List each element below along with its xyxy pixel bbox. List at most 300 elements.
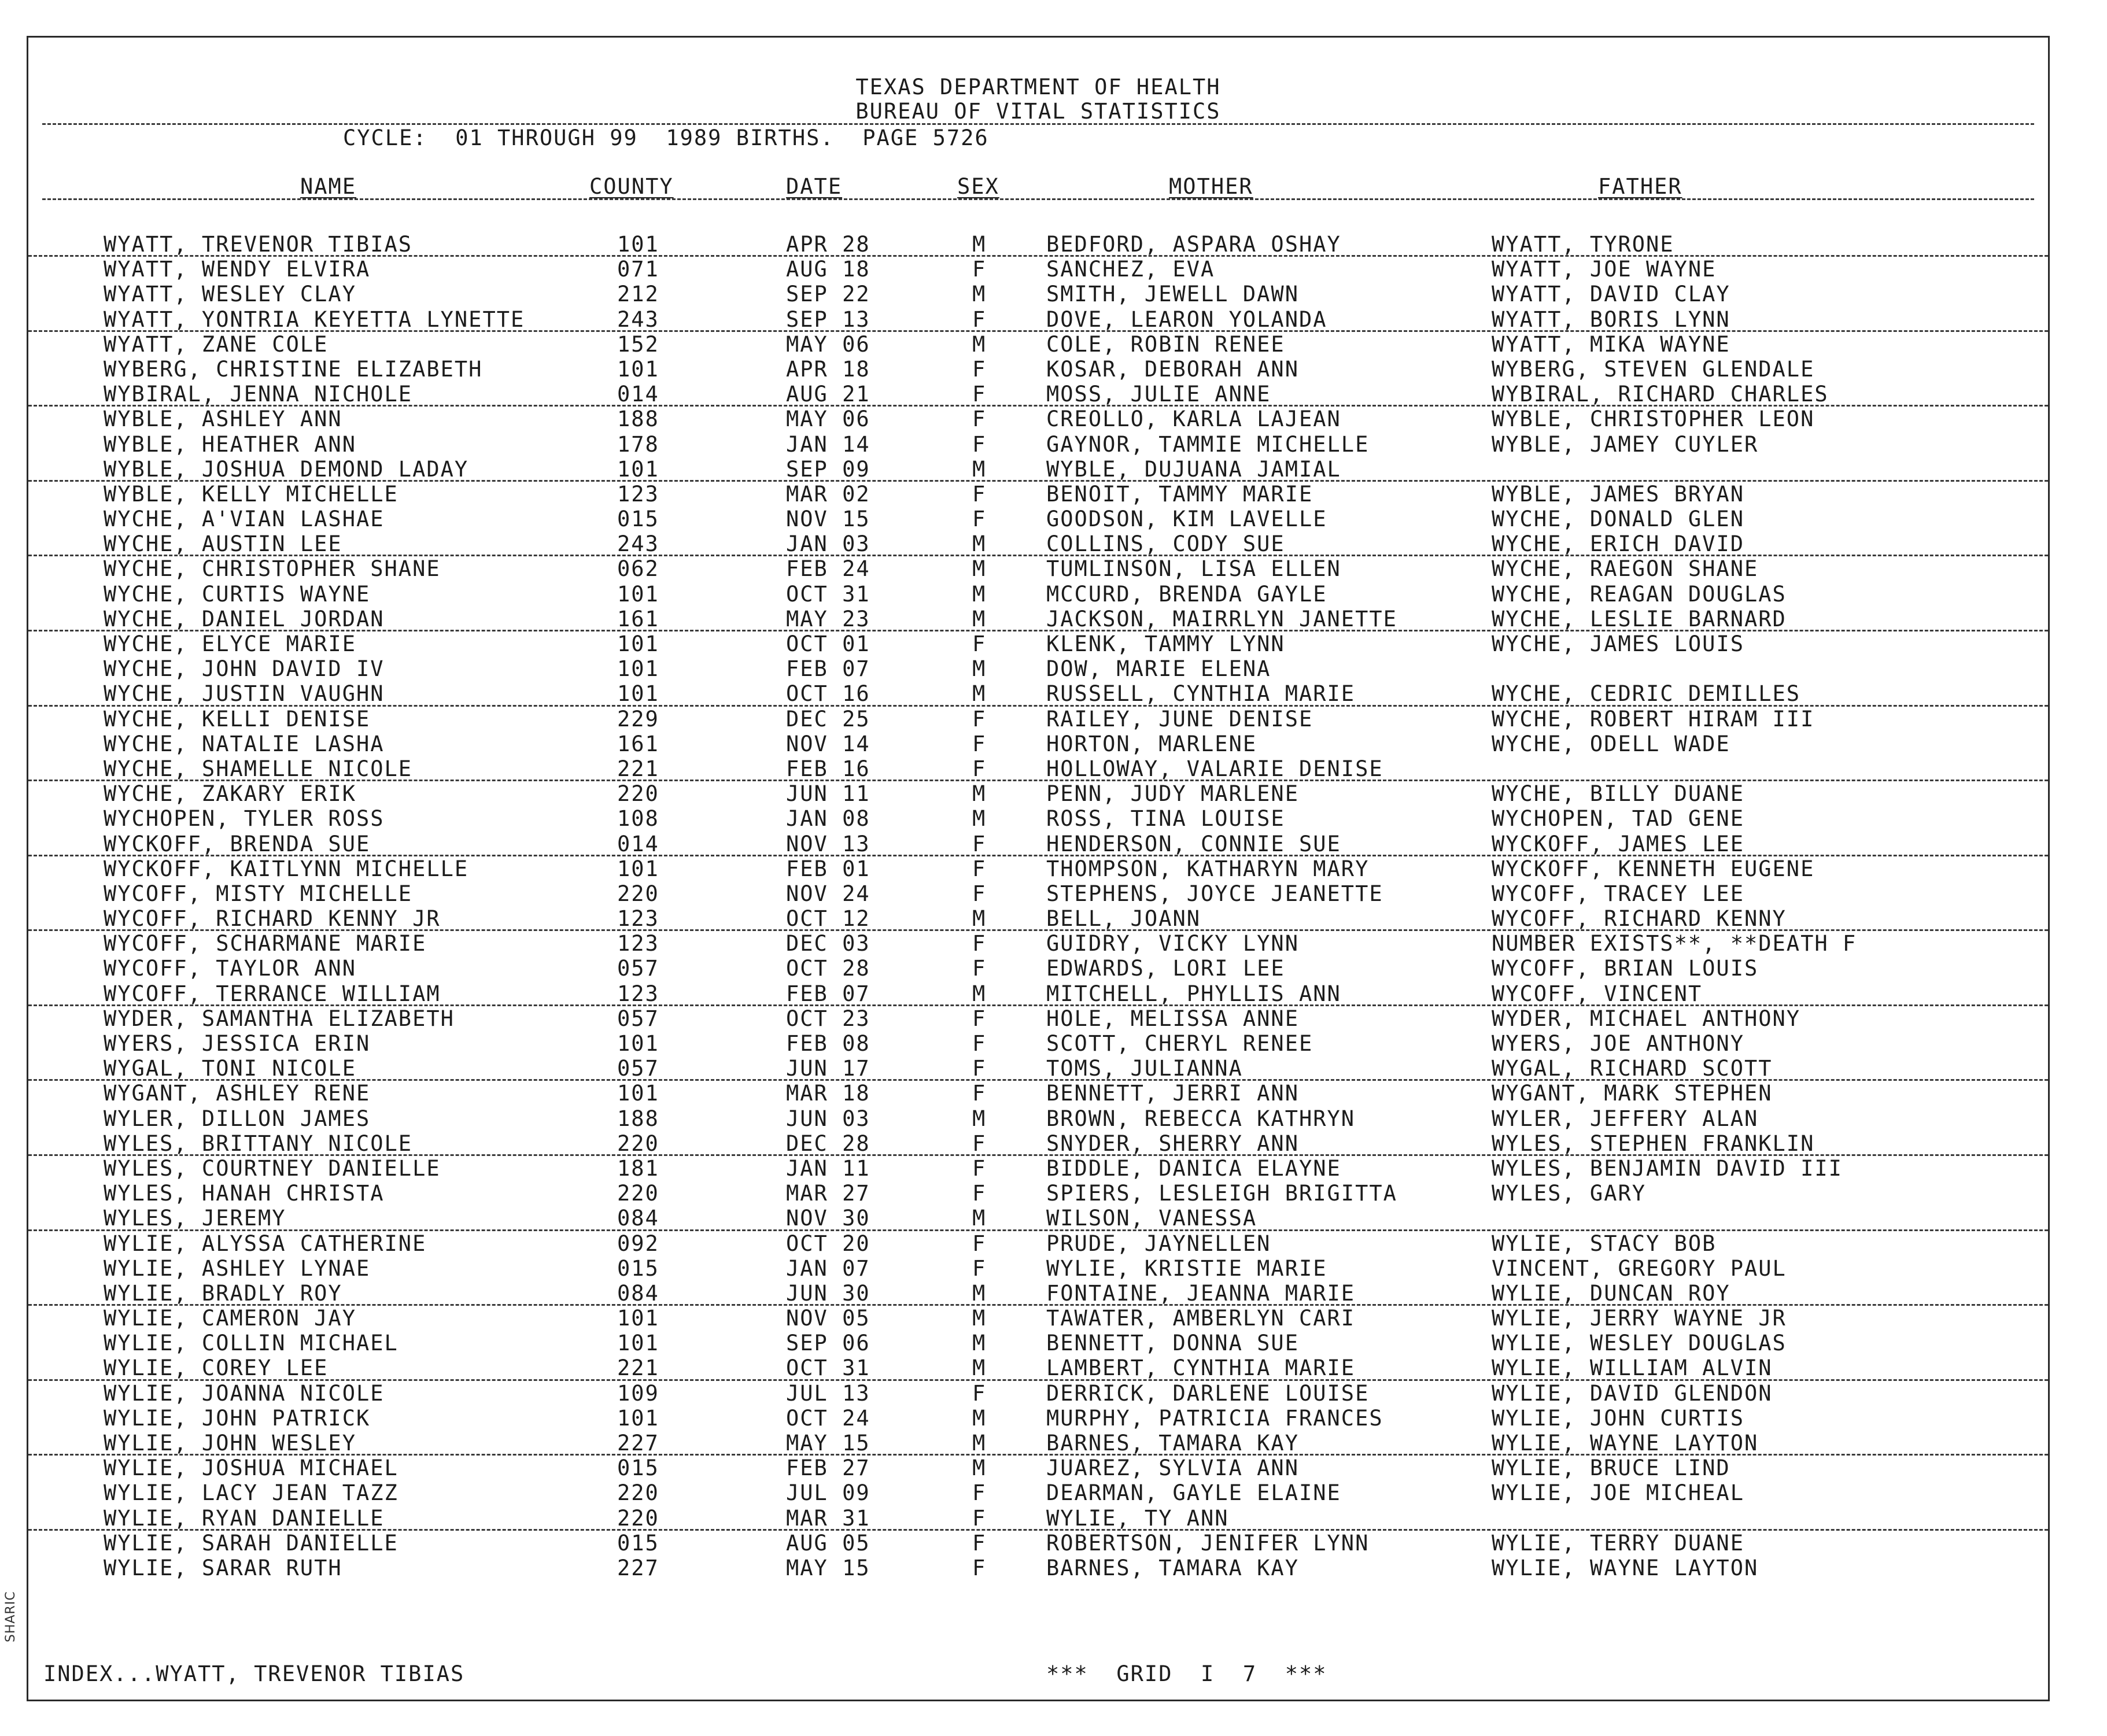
table-row bbox=[28, 631, 2048, 656]
table-row bbox=[28, 582, 2048, 607]
cell-county: 123 bbox=[617, 931, 659, 956]
cell-mother: BENNETT, DONNA SUE bbox=[1046, 1331, 1299, 1356]
cell-sex: F bbox=[972, 1380, 987, 1406]
cell-name: WYBIRAL, JENNA NICHOLE bbox=[104, 382, 413, 407]
cell-name: WYLIE, COLLIN MICHAEL bbox=[104, 1331, 398, 1356]
cell-father: WYATT, DAVID CLAY bbox=[1492, 282, 1730, 307]
cell-father: VINCENT, GREGORY PAUL bbox=[1492, 1255, 1787, 1281]
cell-father: WYLIE, DUNCAN ROY bbox=[1492, 1280, 1730, 1306]
cell-date: JAN 08 bbox=[786, 806, 870, 832]
table-row bbox=[28, 382, 2048, 407]
cell-name: WYCHE, SHAMELLE NICOLE bbox=[104, 756, 413, 781]
cell-father: WYLES, GARY bbox=[1492, 1181, 1647, 1206]
cell-sex: M bbox=[972, 781, 987, 807]
cell-father: WYBLE, JAMES BRYAN bbox=[1492, 481, 1744, 507]
cell-date: NOV 05 bbox=[786, 1306, 870, 1331]
cell-county: 014 bbox=[617, 831, 659, 856]
cell-sex: F bbox=[972, 356, 987, 382]
cell-date: JUN 11 bbox=[786, 781, 870, 807]
cell-date: SEP 09 bbox=[786, 456, 870, 482]
table-row bbox=[28, 681, 2048, 706]
cell-father: WYBLE, JAMEY CUYLER bbox=[1492, 431, 1759, 457]
table-row bbox=[28, 1056, 2048, 1081]
cell-date: MAY 06 bbox=[786, 407, 870, 432]
cell-mother: DERRICK, DARLENE LOUISE bbox=[1046, 1380, 1370, 1406]
cell-name: WYLIE, JOHN PATRICK bbox=[104, 1405, 371, 1431]
cell-mother: MCCURD, BRENDA GAYLE bbox=[1046, 581, 1327, 607]
cell-county: 101 bbox=[617, 681, 659, 707]
cell-father: WYLIE, WAYNE LAYTON bbox=[1492, 1555, 1759, 1580]
cell-county: 101 bbox=[617, 1405, 659, 1431]
column-header-mother: MOTHER bbox=[1169, 174, 1253, 199]
cell-name: WYCOFF, TERRANCE WILLIAM bbox=[104, 981, 441, 1006]
cell-mother: BROWN, REBECCA KATHRYN bbox=[1046, 1106, 1356, 1131]
cell-father: WYLIE, TERRY DUANE bbox=[1492, 1530, 1744, 1556]
table-row bbox=[28, 1431, 2048, 1456]
cell-sex: M bbox=[972, 581, 987, 607]
cell-sex: F bbox=[972, 1181, 987, 1206]
cycle-line: CYCLE: 01 THROUGH 99 1989 BIRTHS. PAGE 5726 bbox=[343, 125, 989, 150]
table-row bbox=[28, 881, 2048, 906]
cell-county: 188 bbox=[617, 1106, 659, 1131]
cell-sex: F bbox=[972, 1480, 987, 1506]
cell-mother: MITCHELL, PHYLLIS ANN bbox=[1046, 981, 1341, 1006]
cell-mother: CREOLLO, KARLA LAJEAN bbox=[1046, 407, 1341, 432]
cell-name: WYATT, TREVENOR TIBIAS bbox=[104, 232, 413, 257]
cell-mother: WYLIE, TY ANN bbox=[1046, 1505, 1229, 1531]
table-row bbox=[28, 1181, 2048, 1206]
cell-sex: M bbox=[972, 981, 987, 1006]
cell-mother: DEARMAN, GAYLE ELAINE bbox=[1046, 1480, 1341, 1506]
cell-mother: TAWATER, AMBERLYN CARI bbox=[1046, 1306, 1356, 1331]
table-row bbox=[28, 357, 2048, 382]
cell-name: WYCHE, NATALIE LASHA bbox=[104, 731, 385, 756]
cell-name: WYCHE, KELLI DENISE bbox=[104, 706, 371, 732]
records-table bbox=[28, 232, 2048, 1580]
cell-mother: HENDERSON, CONNIE SUE bbox=[1046, 831, 1341, 856]
table-row bbox=[28, 707, 2048, 732]
cell-date: OCT 20 bbox=[786, 1231, 870, 1256]
cell-mother: EDWARDS, LORI LEE bbox=[1046, 956, 1285, 981]
column-header-date: DATE bbox=[786, 174, 843, 199]
cell-mother: KOSAR, DEBORAH ANN bbox=[1046, 356, 1299, 382]
cell-date: JUN 17 bbox=[786, 1056, 870, 1081]
cell-date: AUG 18 bbox=[786, 257, 870, 282]
cell-name: WYCOFF, SCHARMANE MARIE bbox=[104, 931, 427, 956]
table-row bbox=[28, 1006, 2048, 1031]
cell-date: DEC 03 bbox=[786, 931, 870, 956]
table-row bbox=[28, 307, 2048, 332]
table-row bbox=[28, 931, 2048, 956]
cell-name: WYLES, HANAH CHRISTA bbox=[104, 1181, 385, 1206]
cell-mother: RUSSELL, CYNTHIA MARIE bbox=[1046, 681, 1356, 707]
cell-father: WYCHOPEN, TAD GENE bbox=[1492, 806, 1744, 832]
column-header-sex: SEX bbox=[957, 174, 999, 199]
cell-county: 221 bbox=[617, 1355, 659, 1381]
cell-name: WYCHE, DANIEL JORDAN bbox=[104, 606, 385, 631]
cell-county: 101 bbox=[617, 356, 659, 382]
table-row bbox=[28, 1556, 2048, 1580]
cell-father: WYATT, JOE WAYNE bbox=[1492, 257, 1717, 282]
cell-county: 084 bbox=[617, 1280, 659, 1306]
cell-name: WYLIE, BRADLY ROY bbox=[104, 1280, 342, 1306]
cell-mother: BENOIT, TAMMY MARIE bbox=[1046, 481, 1313, 507]
cell-sex: M bbox=[972, 1306, 987, 1331]
cell-sex: M bbox=[972, 331, 987, 357]
cell-name: WYGANT, ASHLEY RENE bbox=[104, 1081, 371, 1106]
cell-date: NOV 14 bbox=[786, 731, 870, 756]
cell-father: WYCHE, ROBERT HIRAM III bbox=[1492, 706, 1815, 732]
cell-county: 101 bbox=[617, 456, 659, 482]
cell-county: 057 bbox=[617, 1006, 659, 1031]
table-row bbox=[28, 981, 2048, 1006]
cell-date: DEC 28 bbox=[786, 1131, 870, 1156]
cell-sex: M bbox=[972, 906, 987, 932]
cell-name: WYCHE, A'VIAN LASHAE bbox=[104, 507, 385, 532]
cell-county: 220 bbox=[617, 1181, 659, 1206]
cell-county: 057 bbox=[617, 1056, 659, 1081]
cell-mother: SANCHEZ, EVA bbox=[1046, 257, 1215, 282]
table-row bbox=[28, 531, 2048, 556]
table-row bbox=[28, 282, 2048, 306]
table-row bbox=[28, 1156, 2048, 1181]
cell-mother: WYBLE, DUJUANA JAMIAL bbox=[1046, 456, 1341, 482]
cell-county: 123 bbox=[617, 981, 659, 1006]
cell-sex: M bbox=[972, 806, 987, 832]
cell-sex: M bbox=[972, 1106, 987, 1131]
cell-sex: M bbox=[972, 556, 987, 582]
cell-name: WYBLE, KELLY MICHELLE bbox=[104, 481, 398, 507]
table-row bbox=[28, 1306, 2048, 1331]
cell-father: WYATT, TYRONE bbox=[1492, 232, 1674, 257]
cell-father: WYCHE, BILLY DUANE bbox=[1492, 781, 1744, 807]
cell-mother: WYLIE, KRISTIE MARIE bbox=[1046, 1255, 1327, 1281]
cell-name: WYLIE, JOHN WESLEY bbox=[104, 1431, 356, 1456]
cell-county: 071 bbox=[617, 257, 659, 282]
cell-county: 101 bbox=[617, 1081, 659, 1106]
cell-county: 092 bbox=[617, 1231, 659, 1256]
cell-county: 101 bbox=[617, 656, 659, 682]
cell-sex: M bbox=[972, 531, 987, 557]
cell-mother: ROBERTSON, JENIFER LYNN bbox=[1046, 1530, 1370, 1556]
cell-county: 220 bbox=[617, 881, 659, 906]
cell-name: WYBLE, JOSHUA DEMOND LADAY bbox=[104, 456, 469, 482]
cell-sex: F bbox=[972, 731, 987, 756]
cell-county: 101 bbox=[617, 1331, 659, 1356]
table-row bbox=[28, 1281, 2048, 1306]
cell-name: WYCHE, ELYCE MARIE bbox=[104, 631, 356, 656]
cell-sex: F bbox=[972, 756, 987, 781]
cell-date: AUG 05 bbox=[786, 1530, 870, 1556]
cell-date: FEB 24 bbox=[786, 556, 870, 582]
cell-sex: F bbox=[972, 407, 987, 432]
cell-county: 101 bbox=[617, 631, 659, 656]
cell-father: WYBLE, CHRISTOPHER LEON bbox=[1492, 407, 1815, 432]
table-row bbox=[28, 1506, 2048, 1531]
cell-county: 181 bbox=[617, 1155, 659, 1181]
cell-sex: F bbox=[972, 1031, 987, 1056]
table-row bbox=[28, 457, 2048, 482]
cell-mother: WILSON, VANESSA bbox=[1046, 1206, 1257, 1231]
cell-county: 152 bbox=[617, 331, 659, 357]
cell-sex: F bbox=[972, 382, 987, 407]
cell-name: WYCOFF, TAYLOR ANN bbox=[104, 956, 356, 981]
cell-name: WYBERG, CHRISTINE ELIZABETH bbox=[104, 356, 483, 382]
cell-mother: SNYDER, SHERRY ANN bbox=[1046, 1131, 1299, 1156]
cell-date: FEB 07 bbox=[786, 981, 870, 1006]
cell-father: WYGAL, RICHARD SCOTT bbox=[1492, 1056, 1773, 1081]
cell-sex: F bbox=[972, 1131, 987, 1156]
cell-mother: TOMS, JULIANNA bbox=[1046, 1056, 1243, 1081]
table-row bbox=[28, 1381, 2048, 1406]
cell-date: OCT 28 bbox=[786, 956, 870, 981]
cell-mother: BENNETT, JERRI ANN bbox=[1046, 1081, 1299, 1106]
column-header-county: COUNTY bbox=[589, 174, 674, 199]
cell-mother: GUIDRY, VICKY LYNN bbox=[1046, 931, 1299, 956]
cell-county: 084 bbox=[617, 1206, 659, 1231]
cell-sex: F bbox=[972, 631, 987, 656]
table-row bbox=[28, 482, 2048, 507]
cell-date: JUL 13 bbox=[786, 1380, 870, 1406]
cell-date: OCT 12 bbox=[786, 906, 870, 932]
cell-date: JAN 11 bbox=[786, 1155, 870, 1181]
cell-name: WYBLE, ASHLEY ANN bbox=[104, 407, 342, 432]
cell-sex: M bbox=[972, 1280, 987, 1306]
cell-date: MAR 31 bbox=[786, 1505, 870, 1531]
cell-father: WYCHE, RAEGON SHANE bbox=[1492, 556, 1759, 582]
table-row bbox=[28, 507, 2048, 531]
table-row bbox=[28, 1256, 2048, 1281]
cell-mother: MURPHY, PATRICIA FRANCES bbox=[1046, 1405, 1383, 1431]
cell-name: WYLIE, ASHLEY LYNAE bbox=[104, 1255, 371, 1281]
cell-mother: ROSS, TINA LOUISE bbox=[1046, 806, 1285, 832]
cell-father: WYCOFF, BRIAN LOUIS bbox=[1492, 956, 1759, 981]
cell-date: FEB 16 bbox=[786, 756, 870, 781]
cell-sex: F bbox=[972, 1555, 987, 1580]
cell-name: WYLIE, JOSHUA MICHAEL bbox=[104, 1456, 398, 1481]
cell-mother: BIDDLE, DANICA ELAYNE bbox=[1046, 1155, 1341, 1181]
cell-name: WYCHE, ZAKARY ERIK bbox=[104, 781, 356, 807]
cell-mother: GOODSON, KIM LAVELLE bbox=[1046, 507, 1327, 532]
cell-name: WYLIE, CAMERON JAY bbox=[104, 1306, 356, 1331]
cell-date: FEB 01 bbox=[786, 856, 870, 881]
table-row bbox=[28, 1081, 2048, 1106]
cell-sex: M bbox=[972, 1456, 987, 1481]
cell-date: OCT 23 bbox=[786, 1006, 870, 1031]
table-row bbox=[28, 806, 2048, 831]
cell-date: JUL 09 bbox=[786, 1480, 870, 1506]
cell-date: SEP 06 bbox=[786, 1331, 870, 1356]
grid-marker: *** GRID I 7 *** bbox=[1046, 1661, 1327, 1686]
cell-county: 221 bbox=[617, 756, 659, 781]
cell-date: OCT 01 bbox=[786, 631, 870, 656]
table-row bbox=[28, 1331, 2048, 1355]
table-row bbox=[28, 1206, 2048, 1231]
cell-county: 101 bbox=[617, 232, 659, 257]
cell-county: 243 bbox=[617, 531, 659, 557]
cell-county: 220 bbox=[617, 781, 659, 807]
cell-father: WYCHE, DONALD GLEN bbox=[1492, 507, 1744, 532]
table-row bbox=[28, 906, 2048, 931]
cell-sex: M bbox=[972, 456, 987, 482]
cell-father: WYLIE, STACY BOB bbox=[1492, 1231, 1717, 1256]
cell-mother: KLENK, TAMMY LYNN bbox=[1046, 631, 1285, 656]
cell-mother: BELL, JOANN bbox=[1046, 906, 1201, 932]
cell-date: MAR 18 bbox=[786, 1081, 870, 1106]
cell-name: WYLIE, SARAH DANIELLE bbox=[104, 1530, 398, 1556]
column-header-divider bbox=[42, 198, 2034, 200]
cell-father: WYCOFF, RICHARD KENNY bbox=[1492, 906, 1787, 932]
cell-county: 220 bbox=[617, 1505, 659, 1531]
cell-mother: COLE, ROBIN RENEE bbox=[1046, 331, 1285, 357]
cell-date: OCT 31 bbox=[786, 581, 870, 607]
cell-sex: F bbox=[972, 1530, 987, 1556]
cell-father: WYCHE, LESLIE BARNARD bbox=[1492, 606, 1787, 631]
cell-date: FEB 07 bbox=[786, 656, 870, 682]
cell-county: 178 bbox=[617, 431, 659, 457]
cell-date: APR 18 bbox=[786, 356, 870, 382]
cell-father: WYLIE, BRUCE LIND bbox=[1492, 1456, 1730, 1481]
table-row bbox=[28, 956, 2048, 981]
cell-sex: M bbox=[972, 606, 987, 631]
cell-father: WYLIE, DAVID GLENDON bbox=[1492, 1380, 1773, 1406]
cell-mother: COLLINS, CODY SUE bbox=[1046, 531, 1285, 557]
cell-mother: JACKSON, MAIRRLYN JANETTE bbox=[1046, 606, 1397, 631]
cell-name: WYCHOPEN, TYLER ROSS bbox=[104, 806, 385, 832]
cell-date: SEP 22 bbox=[786, 282, 870, 307]
table-row bbox=[28, 1355, 2048, 1380]
table-row bbox=[28, 257, 2048, 282]
page-frame bbox=[27, 36, 2050, 1701]
cell-name: WYGAL, TONI NICOLE bbox=[104, 1056, 356, 1081]
cell-father: WYCHE, ERICH DAVID bbox=[1492, 531, 1744, 557]
cell-mother: STEPHENS, JOYCE JEANETTE bbox=[1046, 881, 1383, 906]
cell-mother: FONTAINE, JEANNA MARIE bbox=[1046, 1280, 1356, 1306]
cell-name: WYATT, ZANE COLE bbox=[104, 331, 329, 357]
cell-date: NOV 24 bbox=[786, 881, 870, 906]
cell-county: 015 bbox=[617, 1255, 659, 1281]
cell-county: 123 bbox=[617, 481, 659, 507]
cell-mother: DOVE, LEARON YOLANDA bbox=[1046, 306, 1327, 332]
cell-county: 227 bbox=[617, 1431, 659, 1456]
cell-mother: HORTON, MARLENE bbox=[1046, 731, 1257, 756]
cell-sex: M bbox=[972, 232, 987, 257]
cell-father: WYCKOFF, KENNETH EUGENE bbox=[1492, 856, 1815, 881]
cell-sex: F bbox=[972, 1155, 987, 1181]
cell-father: WYLIE, WILLIAM ALVIN bbox=[1492, 1355, 1773, 1381]
cell-county: 101 bbox=[617, 856, 659, 881]
cell-name: WYCHE, CURTIS WAYNE bbox=[104, 581, 371, 607]
cell-name: WYLES, JEREMY bbox=[104, 1206, 286, 1231]
cell-date: NOV 30 bbox=[786, 1206, 870, 1231]
cell-mother: LAMBERT, CYNTHIA MARIE bbox=[1046, 1355, 1356, 1381]
cell-mother: GAYNOR, TAMMIE MICHELLE bbox=[1046, 431, 1370, 457]
cell-name: WYDER, SAMANTHA ELIZABETH bbox=[104, 1006, 455, 1031]
table-row bbox=[28, 332, 2048, 357]
cell-mother: HOLLOWAY, VALARIE DENISE bbox=[1046, 756, 1383, 781]
cell-mother: SPIERS, LESLEIGH BRIGITTA bbox=[1046, 1181, 1397, 1206]
cell-sex: M bbox=[972, 1431, 987, 1456]
cell-sex: F bbox=[972, 831, 987, 856]
cell-name: WYLES, COURTNEY DANIELLE bbox=[104, 1155, 441, 1181]
cell-father: WYCOFF, VINCENT bbox=[1492, 981, 1703, 1006]
cell-sex: M bbox=[972, 1355, 987, 1381]
cell-father: NUMBER EXISTS**, **DEATH F bbox=[1492, 931, 1857, 956]
cell-county: 108 bbox=[617, 806, 659, 832]
cell-sex: F bbox=[972, 1056, 987, 1081]
table-row bbox=[28, 656, 2048, 681]
table-row bbox=[28, 781, 2048, 806]
cell-father: WYBIRAL, RICHARD CHARLES bbox=[1492, 382, 1829, 407]
cell-mother: TUMLINSON, LISA ELLEN bbox=[1046, 556, 1341, 582]
column-header-father: FATHER bbox=[1598, 174, 1682, 199]
cell-sex: F bbox=[972, 257, 987, 282]
cell-date: JAN 14 bbox=[786, 431, 870, 457]
cell-father: WYLIE, JERRY WAYNE JR bbox=[1492, 1306, 1787, 1331]
cell-father: WYLES, STEPHEN FRANKLIN bbox=[1492, 1131, 1815, 1156]
cell-date: JAN 07 bbox=[786, 1255, 870, 1281]
side-mark: SHARIC bbox=[3, 1591, 18, 1642]
cell-date: MAY 15 bbox=[786, 1431, 870, 1456]
cell-county: 227 bbox=[617, 1555, 659, 1580]
report-subtitle: BUREAU OF VITAL STATISTICS bbox=[855, 99, 1221, 124]
table-row bbox=[28, 556, 2048, 581]
cell-name: WYLIE, LACY JEAN TAZZ bbox=[104, 1480, 398, 1506]
table-row bbox=[28, 856, 2048, 881]
cell-name: WYLIE, COREY LEE bbox=[104, 1355, 329, 1381]
cell-father: WYCKOFF, JAMES LEE bbox=[1492, 831, 1744, 856]
cell-father: WYCHE, REAGAN DOUGLAS bbox=[1492, 581, 1787, 607]
index-line: INDEX...WYATT, TREVENOR TIBIAS bbox=[43, 1661, 465, 1686]
cell-mother: SMITH, JEWELL DAWN bbox=[1046, 282, 1299, 307]
cell-sex: F bbox=[972, 931, 987, 956]
cell-mother: JUAREZ, SYLVIA ANN bbox=[1046, 1456, 1299, 1481]
cell-county: 188 bbox=[617, 407, 659, 432]
cell-date: MAY 23 bbox=[786, 606, 870, 631]
table-row bbox=[28, 732, 2048, 756]
cell-sex: M bbox=[972, 1206, 987, 1231]
cell-date: APR 28 bbox=[786, 232, 870, 257]
cell-county: 229 bbox=[617, 706, 659, 732]
cell-date: SEP 13 bbox=[786, 306, 870, 332]
cell-mother: RAILEY, JUNE DENISE bbox=[1046, 706, 1313, 732]
table-row bbox=[28, 1031, 2048, 1056]
table-row bbox=[28, 1131, 2048, 1156]
cell-mother: SCOTT, CHERYL RENEE bbox=[1046, 1031, 1313, 1056]
cell-sex: M bbox=[972, 282, 987, 307]
cell-date: JUN 30 bbox=[786, 1280, 870, 1306]
cell-mother: HOLE, MELISSA ANNE bbox=[1046, 1006, 1299, 1031]
cell-sex: F bbox=[972, 956, 987, 981]
cell-name: WYCOFF, RICHARD KENNY JR bbox=[104, 906, 441, 932]
cell-father: WYCHE, ODELL WADE bbox=[1492, 731, 1730, 756]
cell-county: 101 bbox=[617, 581, 659, 607]
cell-sex: F bbox=[972, 706, 987, 732]
cell-date: MAR 02 bbox=[786, 481, 870, 507]
cell-mother: DOW, MARIE ELENA bbox=[1046, 656, 1271, 682]
cell-father: WYBERG, STEVEN GLENDALE bbox=[1492, 356, 1815, 382]
table-row bbox=[28, 1231, 2048, 1256]
cell-sex: F bbox=[972, 431, 987, 457]
cell-sex: F bbox=[972, 1231, 987, 1256]
cell-name: WYCHE, AUSTIN LEE bbox=[104, 531, 342, 557]
cell-date: OCT 16 bbox=[786, 681, 870, 707]
table-row bbox=[28, 1531, 2048, 1556]
table-row bbox=[28, 607, 2048, 631]
cell-sex: M bbox=[972, 1405, 987, 1431]
table-row bbox=[28, 832, 2048, 856]
cell-date: FEB 08 bbox=[786, 1031, 870, 1056]
